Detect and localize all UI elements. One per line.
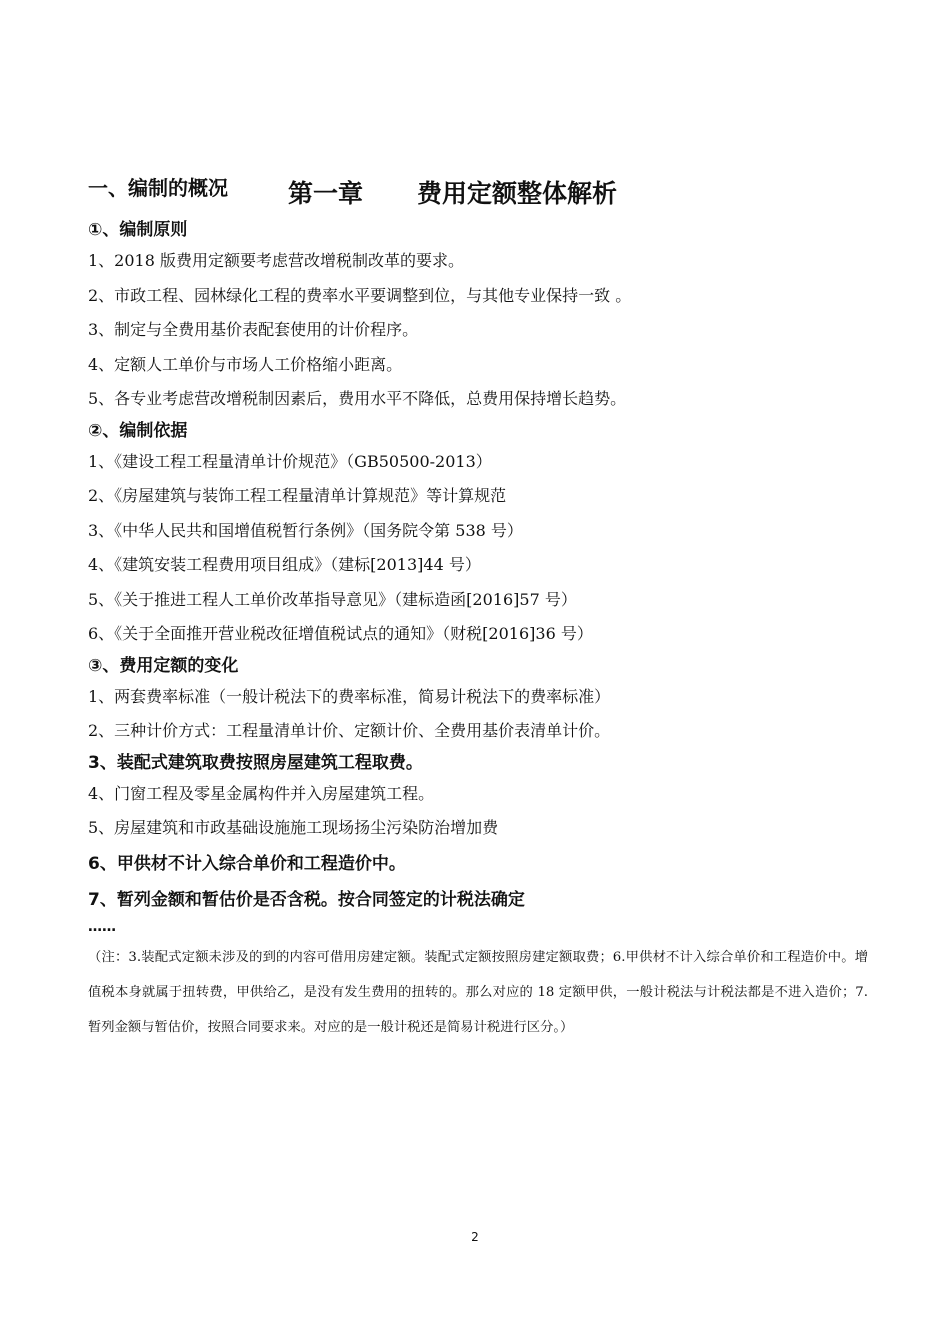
change-item: 5、房屋建筑和市政基础设施施工现场扬尘污染防治增加费: [88, 818, 499, 837]
ellipsis: ……: [88, 918, 116, 935]
heading-row: [88, 170, 868, 214]
change-item: 2、三种计价方式：工程量清单计价、定额计价、全费用基价表清单计价。: [88, 721, 611, 740]
basis-item: 1、《建设工程工程量清单计价规范》（GB50500-2013）: [88, 451, 492, 471]
basis-item: 2、《房屋建筑与装饰工程工程量清单计算规范》等计算规范: [88, 486, 507, 505]
change-item: 1、两套费率标准（一般计税法下的费率标准，简易计税法下的费率标准）: [88, 686, 611, 706]
change-item: 4、门窗工程及零星金属构件并入房屋建筑工程。: [88, 783, 435, 803]
chapter-name: 费用定额整体解析: [417, 179, 618, 208]
content: [88, 216, 868, 1045]
basis-item: 3、《中华人民共和国增值税暂行条例》（国务院令第 538 号）: [88, 520, 523, 540]
change-item-bold: 7、暂列金额和暂估价是否含税。按合同签定的计税法确定: [88, 889, 525, 910]
principle-item: 1、2018 版费用定额要考虑营改增税制改革的要求。: [88, 251, 464, 270]
changes-heading: ③、费用定额的变化: [88, 655, 239, 676]
note-paragraph: （注：3.装配式定额未涉及的到的内容可借用房建定额。装配式定额按照房建定额取费；6.甲供材不计入综合单价和工程造价中。增值税本身就属于扭转费，甲供给乙，是没有发生费用的扭转的。那么对应的 18 定额甲供，一般计税法与计税法都是不进入造价；7.暂列金额与暂估价，按照合同要求来。对应的是一般计税还是简易计税进行区分。）: [88, 949, 868, 1035]
change-item-bold: 3、装配式建筑取费按照房屋建筑工程取费。: [88, 752, 423, 773]
principle-item: 2、市政工程、园林绿化工程的费率水平要调整到位，与其他专业保持一致 。: [88, 285, 632, 305]
principles-heading: ①、编制原则: [88, 220, 188, 240]
principle-item: 5、各专业考虑营改增税制因素后，费用水平不降低，总费用保持增长趋势。: [88, 389, 627, 408]
chapter-title: [288, 174, 617, 210]
chapter-number: 第一章: [288, 179, 364, 208]
page-number: 2: [471, 1230, 479, 1244]
basis-item: 6、《关于全面推开营业税改征增值税试点的通知》（财税[2016]36 号）: [88, 624, 593, 643]
principle-item: 3、制定与全费用基价表配套使用的计价程序。: [88, 320, 419, 339]
basis-item: 5、《关于推进工程人工单价改革指导意见》（建标造函[2016]57 号）: [88, 589, 577, 609]
basis-heading: ②、编制依据: [88, 420, 188, 441]
basis-item: 4、《建筑安装工程费用项目组成》（建标[2013]44 号）: [88, 555, 481, 574]
principle-item: 4、定额人工单价与市场人工价格缩小距离。: [88, 354, 403, 374]
section-title: 一、编制的概况: [88, 176, 228, 200]
change-item-bold: 6、甲供材不计入综合单价和工程造价中。: [88, 853, 406, 874]
